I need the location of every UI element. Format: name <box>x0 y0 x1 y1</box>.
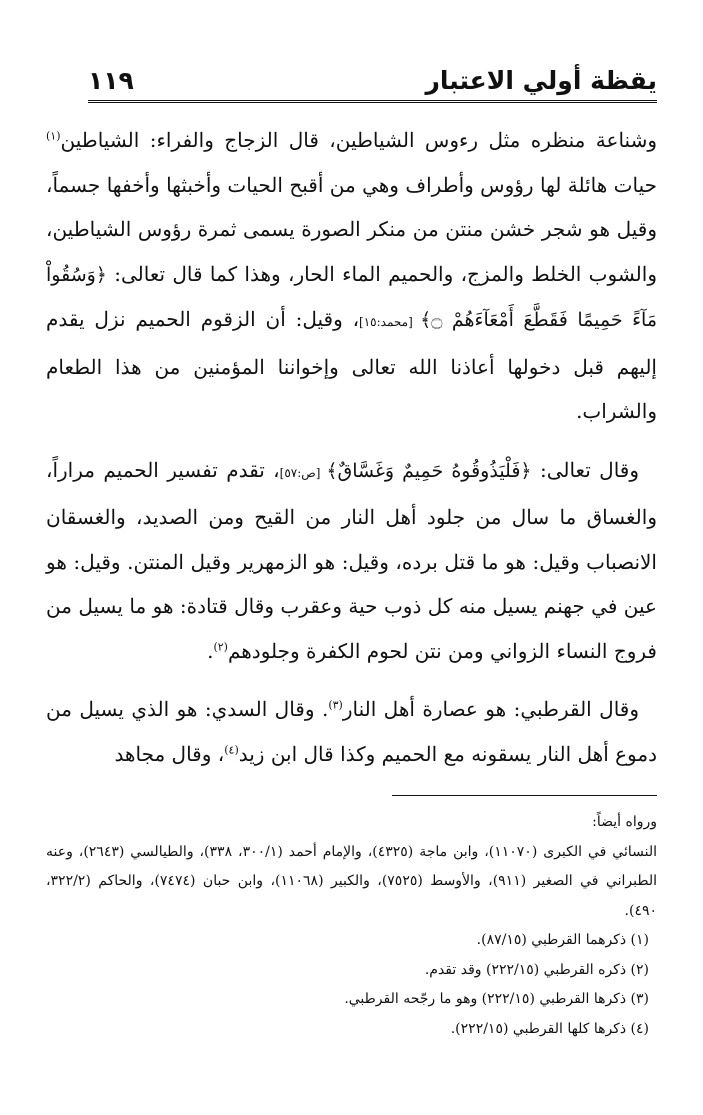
footnotes <box>46 808 657 1044</box>
paragraph-2 <box>46 448 657 674</box>
paragraph-1 <box>46 118 657 434</box>
footnote-ref-1[interactable]: (١) <box>46 129 61 143</box>
quran-verse: ﴿وَسُقُواْ مَآءً حَمِيمًا فَقَطَّعَ أَمْعَآءَهُمْ ۝﴾ <box>46 263 658 331</box>
running-header <box>88 52 657 103</box>
footnote-4: (٤) ذكرها كلها القرطبي (٢٢٢/١٥). <box>450 1020 649 1037</box>
main-text <box>46 118 657 776</box>
footnote-continuation: النسائي في الكبرى (١١٠٧٠)، وابن ماجة (٤٣٢٥)، والإمام أحمد (٣٠٠/١، ٣٣٨)، والطيالسي (٢٦٤٣)، وعنه الطبراني في الصغير (٩١١)، والأوسط (٧٥٢٥)، والكبير (١١٠٦٨)، وابن حبان (٧٤٧٤)، والحاكم (٣٢٢/٢، ٤٩٠). <box>46 843 657 919</box>
quran-verse: ﴿فَلْيَذُوقُوهُ حَمِيمٌ وَغَسَّاقٌ﴾ <box>326 459 532 482</box>
text-run: ، وقال مجاهد <box>114 741 225 766</box>
footnote-1: (١) ذكرهما القرطبي (٨٧/١٥). <box>476 932 649 948</box>
text-run: وشناعة منظره مثل رءوس الشياطين، قال الزجاج والفراء: الشياطين <box>60 128 657 152</box>
paragraph-3 <box>46 687 657 776</box>
footnote-ref-3[interactable]: (٣) <box>328 698 343 712</box>
text-run: حيات هائلة لها رؤوس وأطراف وهي من أقبح الحيات وأخبثها وأخفها جسماً، وقيل هو شجر خشن منتن من منكر الصورة يسمى ثمرة رؤوس الشياطين، والشوب الخلط والمزج، والحميم الماء الحار، وهذا كما قال تعالى: <box>46 172 657 286</box>
footnote-3: (٣) ذكرها القرطبي (٢٢٢/١٥) وهو ما رجّحه القرطبي. <box>344 991 649 1007</box>
footnote-ref-4[interactable]: (٤) <box>224 742 239 756</box>
text-run: ، تقدم تفسير الحميم مراراً، والغساق ما سال من جلود أهل النار من القيح ومن الصديد، والغسقان الانصباب وقيل: هو ما قتل برده، وقيل: هو الزمهرير وقيل المنتن. وقيل: هو عين في جهنم يسيل منه كل ذوب حية وعقرب وقال قتادة: هو ما يسيل من فروج النساء الزواني ومن نتن لحوم الكفرة وجلودهم <box>46 457 657 663</box>
text-run: . وقال السدي: هو الذي يسيل من دموع أهل النار يسقونه مع الحميم وكذا قال ابن زيد <box>46 697 657 766</box>
book-title: يقظة أولي الاعتبار <box>425 66 657 95</box>
footnote-separator <box>392 795 657 796</box>
verse-reference: [ص:٥٧] <box>279 465 327 480</box>
page-number: ١١٩ <box>88 66 134 95</box>
text-run: وقال القرطبي: هو عصارة أهل النار <box>342 697 640 721</box>
text-run: وقال تعالى: <box>531 457 640 482</box>
verse-reference: [محمد:١٥] <box>359 315 421 329</box>
text-run: ، وقيل: أن الزقوم الحميم نزل يقدم إليهم قبل دخولها أعاذنا الله تعالى وإخواننا المؤمنين من هذا الطعام والشراب. <box>46 307 657 423</box>
footnote-ref-2[interactable]: (٢) <box>213 639 228 653</box>
footnote-2: (٢) ذكره القرطبي (٢٢٢/١٥) وقد تقدم. <box>424 961 649 978</box>
footnote-continuation: ورواه أيضاً: <box>592 814 657 830</box>
text-run: . <box>207 638 214 663</box>
